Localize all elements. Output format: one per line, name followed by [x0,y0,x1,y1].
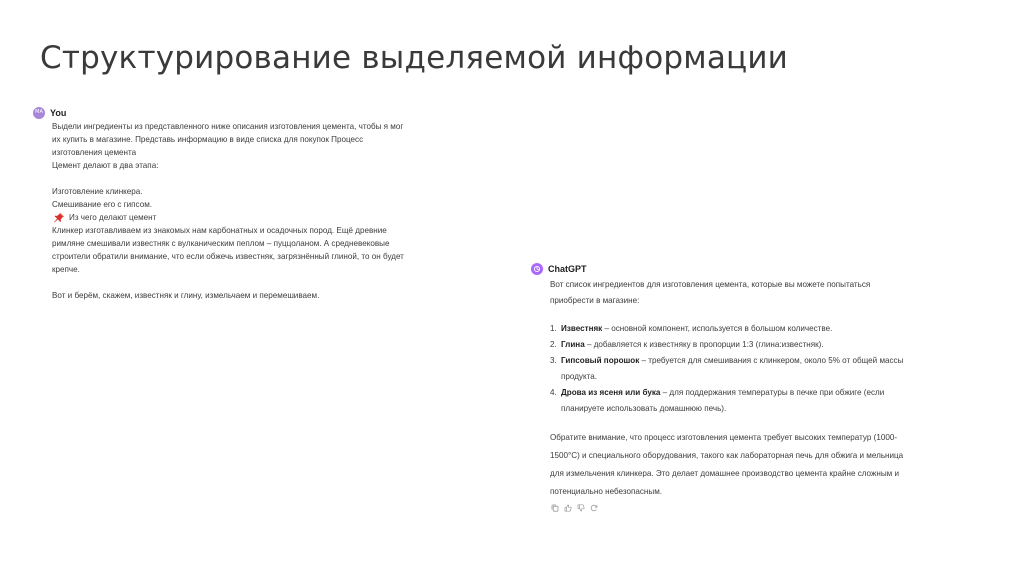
assistant-message-header [531,262,951,275]
user-line: Выдели ингредиенты из представленного ниже описания изготовления цемента, чтобы я мог [52,122,404,131]
list-item-number: 2. [550,340,557,349]
list-item-desc: – добавляется к известняку в пропорции 1:3 (глина:известняк). [586,340,824,349]
list-item-number: 1. [550,324,557,333]
list-item-number: 3. [550,356,557,365]
list-item [550,337,951,353]
assistant-intro-line: Вот список ингредиентов для изготовления цемента, которые вы можете попытаться [550,280,871,289]
assistant-note-line: для измельчения клинкера. Это делает домашнее производство цемента крайне сложным и [550,469,900,478]
slide-title: Структурирование выделяемой информации [40,40,789,76]
message-actions [551,504,951,512]
user-author-label: You [50,107,67,118]
assistant-note [550,429,951,501]
assistant-note-line: Обратите внимание, что процесс изготовления цемента требует высоких температур (1000- [550,433,898,442]
user-line: крепче. [52,265,80,274]
list-item-desc: продукта. [561,372,597,381]
regenerate-icon[interactable] [590,504,598,512]
user-line [52,211,443,224]
list-item-name: Глина [561,340,585,349]
assistant-note-line: 1500°C) и специального оборудования, такого как лабораторная печь для обжига и мельница [550,451,904,460]
list-item-name: Дрова из ясеня или бука [561,388,661,397]
thumbs-down-icon[interactable] [577,504,585,512]
list-item-name: Гипсовый порошок [561,356,640,365]
user-avatar: MA [33,107,45,119]
assistant-author-label: ChatGPT [548,263,587,274]
assistant-message [531,262,951,512]
user-line: Цемент делают в два этапа: [52,161,159,170]
ingredients-list [550,321,951,417]
list-item-desc: – основной компонент, используется в большом количестве. [604,324,833,333]
list-item-number: 4. [550,388,557,397]
user-message [33,106,443,302]
list-item-desc: – для поддержания температуры в печке при обжиге (если [662,388,885,397]
user-message-text [52,120,443,302]
user-line: строители обратили внимание, что если обжечь известняк, загрязнённый глиной, то он будет [52,252,404,261]
pushpin-icon [53,212,65,223]
assistant-note-line: потенциально небезопасным. [550,487,663,496]
user-line: Смешивание его с гипсом. [52,200,153,209]
list-item-name: Известняк [561,324,603,333]
chatgpt-logo-icon [531,263,543,275]
list-item [550,353,951,385]
list-item-desc: планируете использовать домашнюю печь). [561,404,727,413]
user-line: римляне смешивали известняк с вулканическим пеплом – пуццоланом. А средневековые [52,239,390,248]
thumbs-up-icon[interactable] [564,504,572,512]
list-item [550,321,951,337]
list-item [550,385,951,417]
user-line: Клинкер изготавливаем из знакомых нам карбонатных и осадочных пород. Ещё древние [52,226,387,235]
assistant-message-text [550,277,951,501]
user-line: их купить в магазине. Представь информацию в виде списка для покупок Процесс [52,135,364,144]
user-line: Изготовление клинкера. [52,187,143,196]
list-item-desc: – требуется для смешивания с клинкером, около 5% от общей массы [641,356,904,365]
user-line: Вот и берём, скажем, известняк и глину, измельчаем и перемешиваем. [52,291,320,300]
user-line-text: Из чего делают цемент [69,213,157,222]
copy-icon[interactable] [551,504,559,512]
assistant-intro-line: приобрести в магазине: [550,296,640,305]
user-line: изготовления цемента [52,148,137,157]
user-message-header [33,106,443,119]
